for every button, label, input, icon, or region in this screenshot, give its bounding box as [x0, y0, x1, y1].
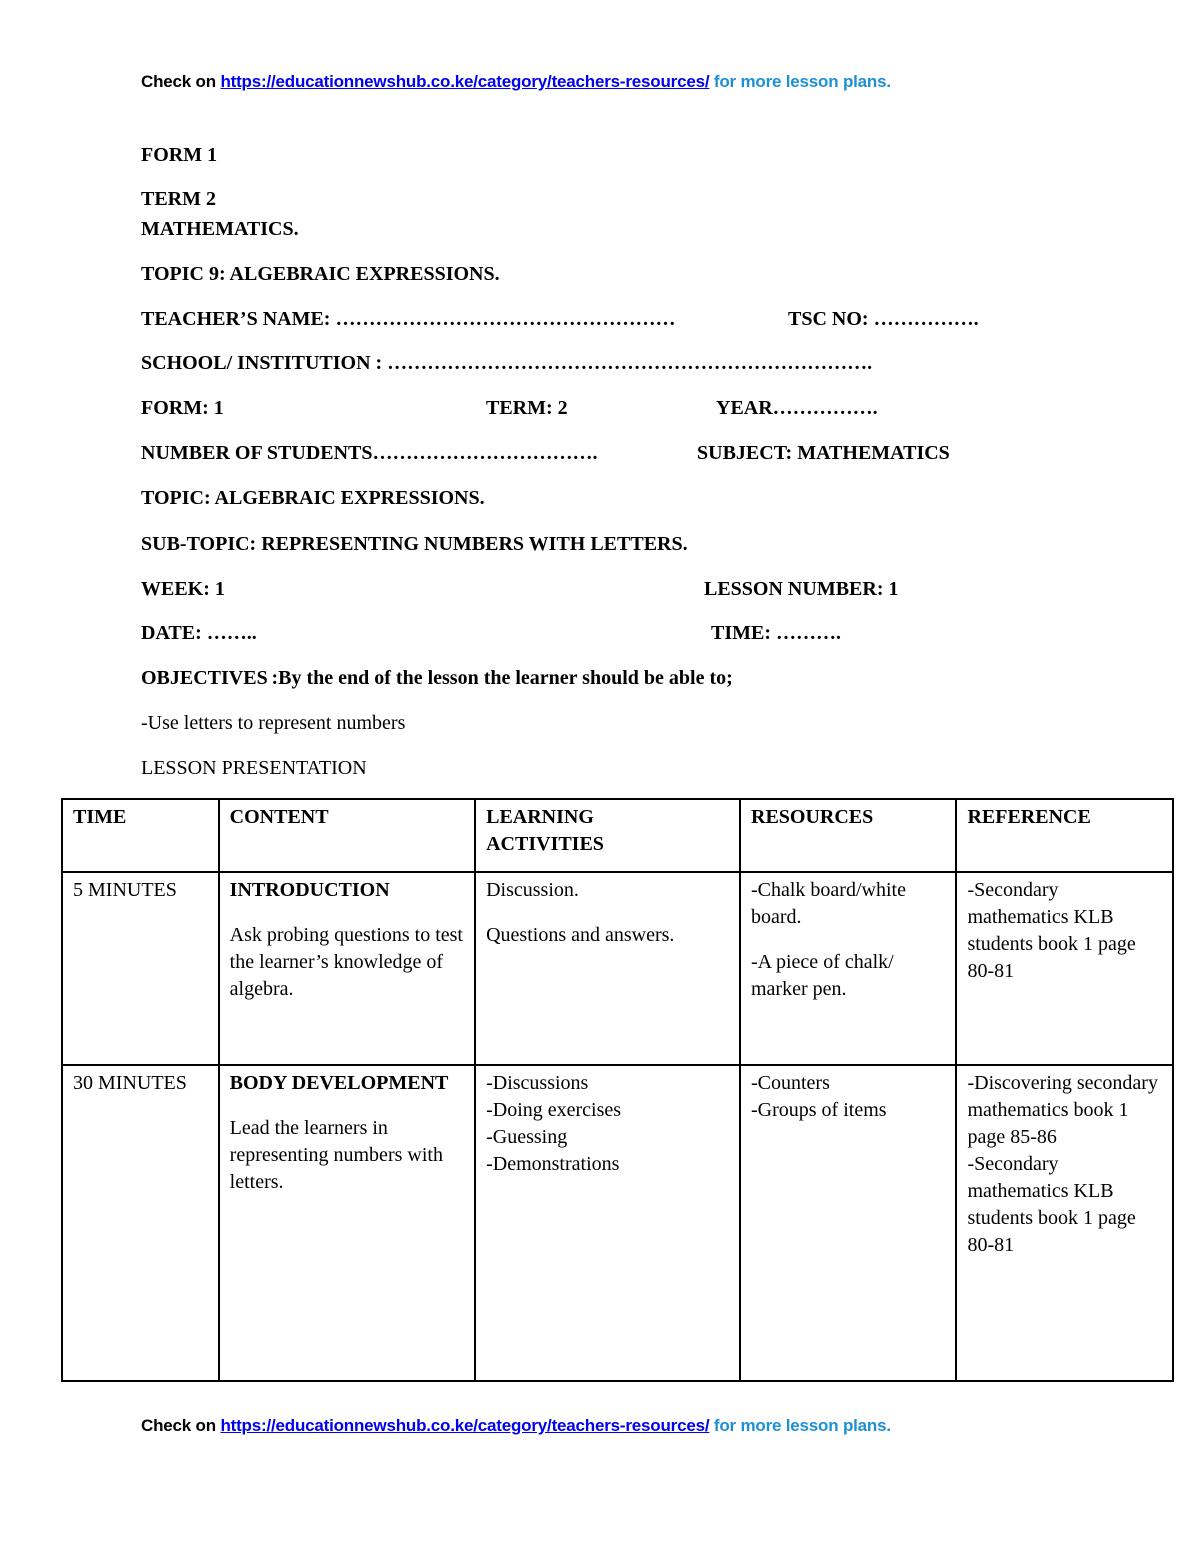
- row2-activity-4: -Demonstrations: [486, 1153, 620, 1175]
- row2-reference: [956, 1065, 1173, 1381]
- row1-resource-2: -A piece of chalk/ marker pen.: [751, 951, 894, 1000]
- row1-reference: -Secondary mathematics KLB students book 1 page 80-81: [956, 872, 1173, 1065]
- header-reference: REFERENCE: [956, 799, 1173, 872]
- row1-resources: [740, 872, 956, 1065]
- tsc-number-field: TSC NO: …………….: [788, 308, 979, 330]
- row1-activities: [475, 872, 740, 1065]
- row1-time: 5 MINUTES: [62, 872, 219, 1065]
- date-field: DATE: ……..: [141, 622, 257, 644]
- header-time: TIME: [62, 799, 219, 872]
- students-field: NUMBER OF STUDENTS…………………………….: [141, 442, 598, 464]
- row2-resources: [740, 1065, 956, 1381]
- form-field: FORM: 1: [141, 397, 224, 419]
- row2-content-title: BODY DEVELOPMENT: [229, 1072, 449, 1094]
- row1-content-body: Ask probing questions to test the learner’s knowledge of algebra.: [229, 924, 463, 1000]
- banner-link[interactable]: https://educationnewshub.co.ke/category/teachers-resources/: [220, 72, 710, 91]
- row1-resource-1: -Chalk board/white board.: [751, 879, 906, 928]
- header-activities: LEARNING ACTIVITIES: [475, 799, 740, 872]
- row1-activity-1: Discussion.: [486, 879, 579, 901]
- topic-field: TOPIC: ALGEBRAIC EXPRESSIONS.: [141, 487, 485, 509]
- row2-content-body: Lead the learners in representing numbers with letters.: [229, 1117, 443, 1193]
- header-content: CONTENT: [219, 799, 475, 872]
- topic-heading: TOPIC 9: ALGEBRAIC EXPRESSIONS.: [141, 263, 500, 285]
- subtopic-field: SUB-TOPIC: REPRESENTING NUMBERS WITH LETTERS.: [141, 533, 688, 555]
- form-heading: FORM 1: [141, 144, 218, 166]
- row2-activity-1: -Discussions: [486, 1072, 589, 1094]
- row1-activity-2: Questions and answers.: [486, 924, 675, 946]
- row2-reference-2: -Secondary mathematics KLB students book 1 page 80-81: [967, 1153, 1136, 1256]
- teacher-name-field: TEACHER’S NAME: ……………………………………………: [141, 308, 676, 330]
- banner-suffix: for more lesson plans.: [713, 1416, 891, 1435]
- row2-content: [219, 1065, 475, 1381]
- subject-field: SUBJECT: MATHEMATICS: [697, 442, 950, 464]
- row2-time: 30 MINUTES: [62, 1065, 219, 1381]
- table-header-row: [62, 799, 1173, 872]
- time-field: TIME: ……….: [711, 622, 841, 644]
- header-resources: RESOURCES: [740, 799, 956, 872]
- row2-resource-2: -Groups of items: [751, 1099, 887, 1121]
- bottom-banner: [141, 1416, 891, 1436]
- banner-suffix: for more lesson plans.: [713, 72, 891, 91]
- row2-activities: [475, 1065, 740, 1381]
- banner-link[interactable]: https://educationnewshub.co.ke/category/teachers-resources/: [220, 1416, 710, 1435]
- week-field: WEEK: 1: [141, 578, 225, 600]
- year-field: YEAR…………….: [716, 397, 878, 419]
- objectives-line: [141, 667, 733, 690]
- row1-content: [219, 872, 475, 1065]
- table-row: [62, 1065, 1173, 1381]
- objectives-label: OBJECTIVES: [141, 667, 268, 689]
- top-banner: [141, 72, 891, 92]
- objectives-text: :By the end of the lesson the learner should be able to;: [271, 667, 733, 689]
- objective-item: -Use letters to represent numbers: [141, 712, 406, 734]
- lesson-presentation-heading: LESSON PRESENTATION: [141, 757, 367, 779]
- banner-prefix: Check on: [141, 1416, 216, 1435]
- table-row: [62, 872, 1173, 1065]
- banner-prefix: Check on: [141, 72, 216, 91]
- subject-heading: MATHEMATICS.: [141, 218, 299, 240]
- lesson-presentation-table: [61, 798, 1174, 1382]
- term-heading: TERM 2: [141, 188, 216, 210]
- row2-activity-2: -Doing exercises: [486, 1099, 622, 1121]
- lesson-number-field: LESSON NUMBER: 1: [704, 578, 899, 600]
- school-field: SCHOOL/ INSTITUTION : ……………………………………………………………….: [141, 352, 873, 374]
- row1-content-title: INTRODUCTION: [229, 879, 390, 901]
- row2-reference-1: -Discovering secondary mathematics book 1 page 85-86: [967, 1072, 1158, 1148]
- term-field: TERM: 2: [486, 397, 568, 419]
- row2-resource-1: -Counters: [751, 1072, 830, 1094]
- row2-activity-3: -Guessing: [486, 1126, 568, 1148]
